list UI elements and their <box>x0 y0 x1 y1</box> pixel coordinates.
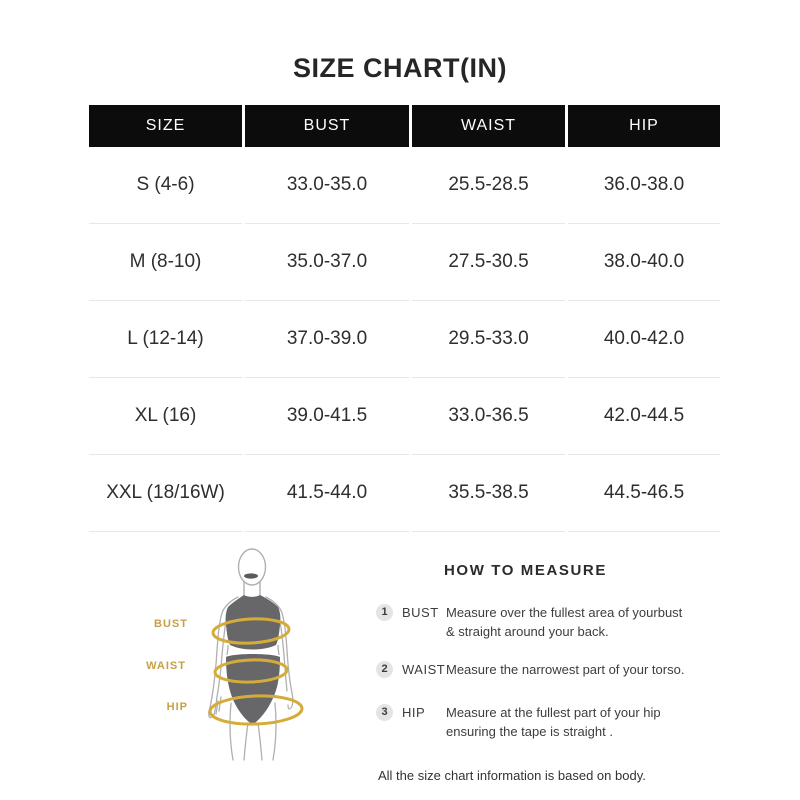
cell-bust: 41.5-44.0 <box>245 455 409 532</box>
figure-swimsuit-bottom <box>226 654 280 724</box>
cell-waist: 25.5-28.5 <box>412 147 565 224</box>
size-table <box>86 105 723 532</box>
header-size: SIZE <box>89 105 242 147</box>
size-table-header <box>89 105 720 147</box>
cell-bust: 33.0-35.0 <box>245 147 409 224</box>
table-row <box>89 301 720 378</box>
cell-bust: 39.0-41.5 <box>245 378 409 455</box>
step-2-badge: 2 <box>376 661 393 678</box>
cell-waist: 27.5-30.5 <box>412 224 565 301</box>
measure-item-waist <box>376 660 758 679</box>
step-3-badge: 3 <box>376 704 393 721</box>
page-title: SIZE CHART(IN) <box>293 53 507 83</box>
table-row <box>89 147 720 224</box>
header-bust: BUST <box>245 105 409 147</box>
cell-size: XXL (18/16W) <box>89 455 242 532</box>
cell-size: M (8-10) <box>89 224 242 301</box>
header-hip: HIP <box>568 105 720 147</box>
description-line: Measure at the fullest part of your hip <box>446 705 661 720</box>
measure-item-label: WAIST <box>402 662 446 677</box>
figure-head <box>239 549 266 585</box>
cell-hip: 40.0-42.0 <box>568 301 720 378</box>
description-line: ensuring the tape is straight . <box>446 724 613 739</box>
body-measurement-illustration <box>190 545 320 765</box>
cell-bust: 35.0-37.0 <box>245 224 409 301</box>
cell-hip: 38.0-40.0 <box>568 224 720 301</box>
measure-item-description <box>446 703 758 741</box>
description-line: Measure over the fullest area of yourbust <box>446 605 683 620</box>
cell-bust: 37.0-39.0 <box>245 301 409 378</box>
how-to-measure-title: HOW TO MEASURE <box>444 562 607 579</box>
table-row <box>89 378 720 455</box>
figure-bust-label: BUST <box>154 618 188 630</box>
measure-item-description <box>446 660 758 679</box>
header-waist: WAIST <box>412 105 565 147</box>
table-header-row <box>89 105 720 147</box>
cell-size: L (12-14) <box>89 301 242 378</box>
figure-hip-label: HIP <box>166 701 188 713</box>
cell-size: S (4-6) <box>89 147 242 224</box>
description-line: & straight around your back. <box>446 624 609 639</box>
step-1-badge: 1 <box>376 604 393 621</box>
cell-waist: 35.5-38.5 <box>412 455 565 532</box>
figure-lips <box>244 573 258 578</box>
measure-item-label: HIP <box>402 705 426 720</box>
size-chart-footnote: All the size chart information is based on body. <box>378 768 646 783</box>
cell-hip: 44.5-46.5 <box>568 455 720 532</box>
cell-size: XL (16) <box>89 378 242 455</box>
cell-hip: 36.0-38.0 <box>568 147 720 224</box>
table-row <box>89 224 720 301</box>
cell-waist: 29.5-33.0 <box>412 301 565 378</box>
description-line: Measure the narrowest part of your torso. <box>446 662 685 677</box>
cell-waist: 33.0-36.5 <box>412 378 565 455</box>
cell-hip: 42.0-44.5 <box>568 378 720 455</box>
measure-item-bust <box>376 603 758 641</box>
figure-waist-label: WAIST <box>146 660 186 672</box>
table-row <box>89 455 720 532</box>
measure-item-label: BUST <box>402 605 439 620</box>
measure-item-description <box>446 603 758 641</box>
measure-item-hip <box>376 703 758 741</box>
